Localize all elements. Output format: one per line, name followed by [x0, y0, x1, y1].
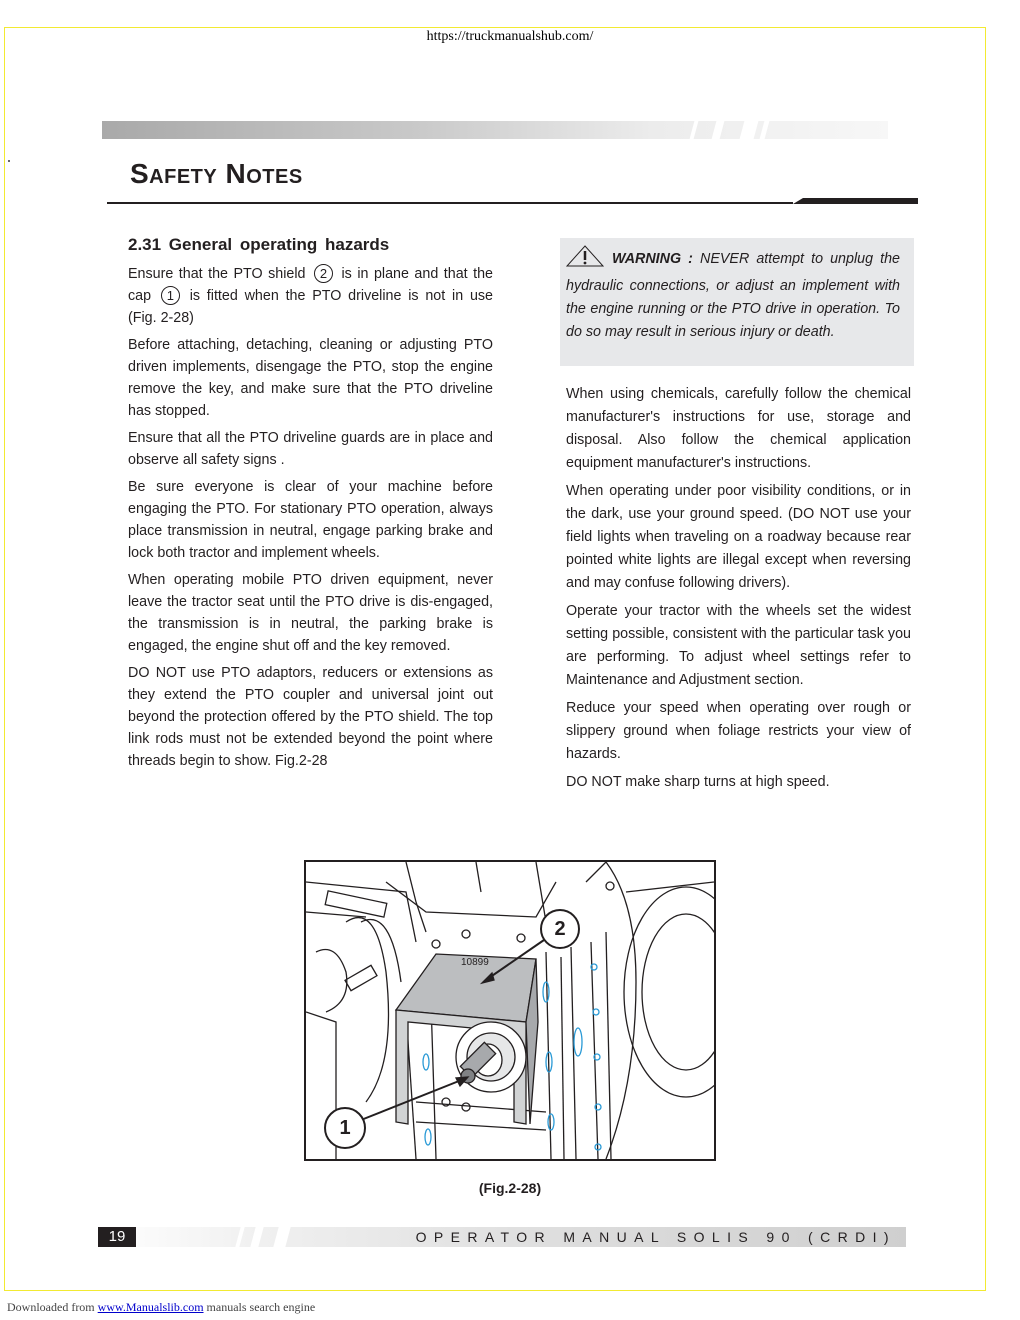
header-bar	[102, 121, 888, 139]
callout-circle: 1	[161, 286, 180, 305]
paragraph: When operating under poor visibility conditions, or in the dark, use your ground speed. (DO NOT use your field lights when traveling on a roadway because rear pointed white lights are illegal except when reversing and may confuse following drivers).	[566, 483, 911, 591]
right-column	[566, 383, 911, 799]
text: is fitted when the PTO driveline is not in use (Fig. 2-28)	[128, 288, 494, 326]
paragraph	[128, 263, 493, 329]
section-heading: 2.31 General operating hazards	[128, 235, 390, 254]
paragraph: Operate your tractor with the wheels set the widest setting possible, consistent with the particular task you are performing. To adjust wheel settings refer to Maintenance and Adjustment section.	[566, 603, 911, 688]
warning-text: NEVER attempt to unplug the hydraulic connections, or adjust an implement with the engine running or the PTO drive in operation. To do so may result in serious injury or death.	[566, 251, 900, 340]
title-rule-accent	[793, 198, 918, 204]
source-url[interactable]: https://truckmanualshub.com/	[426, 29, 594, 44]
page-number: 19	[98, 1227, 136, 1247]
bar-stripe	[273, 1227, 290, 1247]
warning-label: WARNING :	[612, 251, 693, 267]
text: is in plane and that the cap	[128, 266, 493, 304]
speck	[8, 160, 10, 162]
warning-box	[560, 238, 914, 366]
part-number: 10899	[461, 957, 489, 968]
figure-pto-shield	[304, 860, 716, 1161]
download-note	[7, 1300, 315, 1315]
title-rule	[107, 202, 793, 204]
paragraph: Be sure everyone is clear of your machine before engaging the PTO. For stationary PTO operation, always place transmission in neutral, engage parking brake and lock both tractor and implement wheels.	[128, 479, 493, 561]
paragraph: When using chemicals, carefully follow the chemical manufacturer's instructions for use, storage and disposal. Also follow the chemical application equipment manufacturer's instructions.	[566, 386, 911, 471]
callout-1: 1	[324, 1107, 366, 1149]
bar-stripe	[740, 121, 759, 139]
bar-stripe	[250, 1227, 263, 1247]
paragraph: Ensure that all the PTO driveline guards are in place and observe all safety signs .	[128, 430, 493, 468]
warning-triangle-icon	[566, 245, 604, 275]
paragraph: DO NOT use PTO adaptors, reducers or extensions as they extend the PTO coupler and universal joint out beyond the protection offered by the PTO shield. The top link rods must not be extended beyond the point where threads begin to show. Fig.2-28	[128, 665, 493, 769]
page-title: Safety Notes	[130, 158, 303, 189]
text: Downloaded from	[7, 1300, 95, 1314]
figure-caption: (Fig.2-28)	[478, 1180, 542, 1196]
paragraph: When operating mobile PTO driven equipment, never leave the tractor seat until the PTO drive is dis-engaged, the transmission is in neutral, the parking brake is engaged, the engine shut off and the key removed.	[128, 572, 493, 654]
paragraph: Reduce your speed when operating over rough or slippery ground when foliage restricts your view of hazards.	[566, 700, 911, 762]
callout-circle: 2	[314, 264, 333, 283]
bar-stripe	[712, 121, 725, 139]
pto-illustration	[306, 862, 714, 1159]
bar-stripe	[690, 121, 699, 139]
paragraph: DO NOT make sharp turns at high speed.	[566, 774, 830, 790]
bar-stripe	[760, 121, 770, 139]
manualslib-link[interactable]: www.Manualslib.com	[97, 1300, 204, 1314]
bar-stripe	[235, 1227, 244, 1247]
manual-title: OPERATOR MANUAL SOLIS 90 (CRDI)	[415, 1229, 896, 1245]
text: Ensure that the PTO shield	[128, 266, 306, 282]
text: manuals search engine	[206, 1300, 316, 1314]
left-column	[128, 234, 493, 777]
paragraph: Before attaching, detaching, cleaning or adjusting PTO driven implements, disengage the PTO, stop the engine remove the key, and make sure that the PTO driveline has stopped.	[128, 337, 493, 419]
callout-2: 2	[540, 909, 580, 949]
